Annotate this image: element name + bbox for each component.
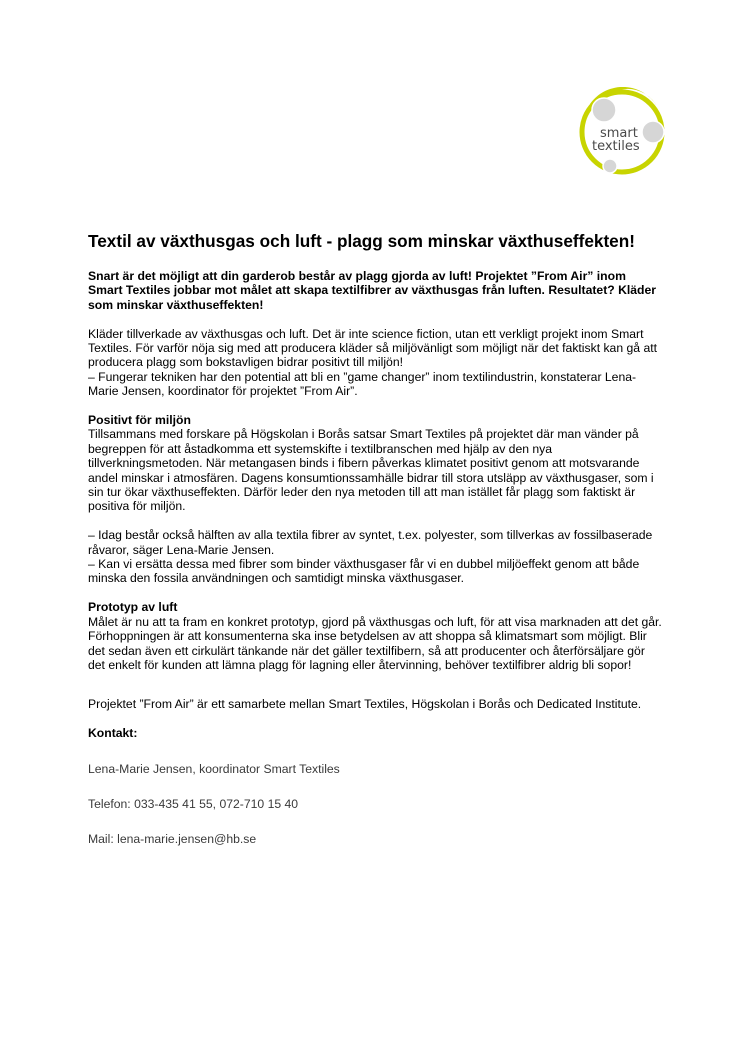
- section1-paragraph: Tillsammans med forskare på Högskolan i Borås satsar Smart Textiles på projektet där man vänder på begreppen för att åstadkomma ett systemskifte i textilbranschen med hjälp av den nya tillverkningsmetoden. När metangasen binds i fibern påverkas klimatet positivt genom att motsvarande andel minskar i atmosfären. Dagens konsumtionssamhälle bidrar till stora utsläpp av växthusgaser, som i sin tur ökar växthuseffekten. Därför leder den nya metoden till att man istället får plagg som faktiskt är positiva för miljön.: [88, 427, 654, 514]
- contact-heading: Kontakt:: [88, 726, 138, 741]
- logo-text-smart: smart: [600, 126, 638, 141]
- logo-dot-bottom: [603, 159, 617, 173]
- section2-paragraph: Målet är nu att ta fram en konkret prototyp, gjord på växthusgas och luft, för att visa marknaden att det går. Förhoppningen är att konsumenterna ska inse betydelsen av att shoppa så klimatsmart som möjligt. Blir det sedan även ett cirkulärt tänkande när det gäller textilfibern, så att producenter och återförsäljare gör det enkelt för kunden att lämna plagg för lagning eller återvinning, behöver textilfibrer aldrig bli sopor!: [88, 614, 662, 672]
- logo-graphic: [576, 86, 668, 178]
- smart-textiles-logo: [576, 86, 668, 178]
- section-heading-positivt: Positivt för miljön: [88, 413, 191, 428]
- contact-phone: Telefon: 033-435 41 55, 072-710 15 40: [88, 796, 299, 811]
- lead-paragraph: Snart är det möjligt att din garderob består av plagg gjorda av luft! Projektet ”From Air” inom Smart Textiles jobbar mot målet att skapa textilfibrer av växthusgas från luften. Resultatet? Kläder som minskar växthuseffekten!: [88, 269, 657, 312]
- logo-dot-right: [642, 121, 664, 143]
- contact-mail: Mail: lena-marie.jensen@hb.se: [88, 832, 257, 847]
- collaboration-note: Projektet ”From Air” är ett samarbete mellan Smart Textiles, Högskolan i Borås och Dedicated Institute.: [88, 697, 642, 712]
- section-heading-prototyp: Prototyp av luft: [88, 600, 178, 615]
- intro-paragraph: Kläder tillverkade av växthusgas och luft. Det är inte science fiction, utan ett verkligt projekt inom Smart Textiles. För varför nöja sig med att producera kläder så miljövänligt som möjligt när det faktiskt kan gå att producera plagg som bokstavligen bidrar positivt till miljön!: [88, 326, 657, 370]
- contact-name: Lena-Marie Jensen, koordinator Smart Textiles: [88, 761, 340, 776]
- section1-quote-2: – Kan vi ersätta dessa med fibrer som binder växthusgaser får vi en dubbel miljöeffekt genom att både minska den fossila användningen och samtidigt minska växthusgaser.: [88, 557, 640, 586]
- section1-quote-1: – Idag består också hälften av alla textila fibrer av syntet, t.ex. polyester, som tillverkas av fossilbaserade råvaror, säger Lena-Marie Jensen.: [88, 528, 653, 557]
- logo-text-textiles: textiles: [592, 139, 640, 154]
- logo-dot-top: [592, 98, 616, 122]
- page-title: Textil av växthusgas och luft - plagg som minskar växthuseffekten!: [88, 231, 635, 251]
- intro-quote: – Fungerar tekniken har den potential att bli en ”game changer” inom textilindustrin, konstaterar Lena-Marie Jensen, koordinator för projektet ”From Air”.: [88, 369, 637, 399]
- press-release: [88, 230, 662, 847]
